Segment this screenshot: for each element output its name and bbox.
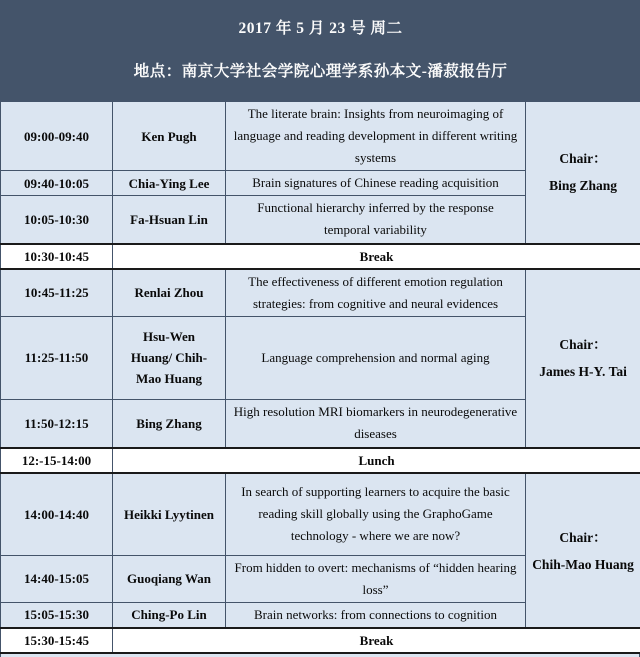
chair-cell — [526, 102, 640, 244]
speaker-cell: Ching-Po Lin — [113, 602, 226, 628]
time-cell: 14:40-15:05 — [1, 555, 113, 602]
speaker-cell: Renlai Zhou — [113, 269, 226, 317]
title-cell: Language comprehension and normal aging — [226, 316, 526, 399]
chair-name: James H-Y. Tai — [530, 358, 636, 385]
header-location: 地点：南京大学社会学院心理学系孙本文-潘菽报告厅 — [134, 61, 508, 82]
header-date: 2017 年 5 月 23 号 周二 — [239, 18, 403, 39]
title-cell: High resolution MRI biomarkers in neurodegenerative diseases — [226, 399, 526, 448]
chair-label: Chair： — [530, 331, 636, 358]
break-time-cell: 10:30-10:45 — [1, 244, 113, 269]
break-time-cell: 15:30-15:45 — [1, 628, 113, 653]
speaker-cell: Fa-Hsuan Lin — [113, 196, 226, 244]
time-cell: 11:50-12:15 — [1, 399, 113, 448]
time-cell: 14:00-14:40 — [1, 473, 113, 555]
title-cell: Brain networks: from connections to cognition — [226, 602, 526, 628]
session-row — [1, 102, 640, 171]
title-cell: Functional hierarchy inferred by the response temporal variability — [226, 196, 526, 244]
lunch-time-cell: 12:-15-14:00 — [1, 448, 113, 473]
header-banner — [1, 1, 640, 102]
title-cell: Brain signatures of Chinese reading acquisition — [226, 171, 526, 196]
time-cell: 09:00-09:40 — [1, 102, 113, 171]
chair-name: Chih-Mao Huang — [530, 551, 636, 578]
time-cell: 15:05-15:30 — [1, 602, 113, 628]
chair-label: Chair： — [530, 524, 636, 551]
chair-label: Chair： — [530, 145, 636, 172]
chair-name: Bing Zhang — [530, 172, 636, 199]
speaker-cell: Bing Zhang — [113, 399, 226, 448]
title-cell: From hidden to overt: mechanisms of “hidden hearing loss” — [226, 555, 526, 602]
lunch-label-cell: Lunch — [113, 448, 640, 473]
chair-cell — [526, 269, 640, 449]
break-label-cell: Break — [113, 628, 640, 653]
speaker-cell: Ken Pugh — [113, 102, 226, 171]
session-row — [1, 473, 640, 555]
chair-cell — [526, 473, 640, 628]
session-row — [1, 269, 640, 317]
time-cell: 10:05-10:30 — [1, 196, 113, 244]
time-cell: 09:40-10:05 — [1, 171, 113, 196]
title-cell: The literate brain: Insights from neuroimaging of language and reading development in different writing systems — [226, 102, 526, 171]
time-cell: 11:25-11:50 — [1, 316, 113, 399]
title-cell: In search of supporting learners to acquire the basic reading skill globally using the GraphoGame technology - where we are now? — [226, 473, 526, 555]
speaker-cell: Heikki Lyytinen — [113, 473, 226, 555]
speaker-cell: Chia-Ying Lee — [113, 171, 226, 196]
speaker-cell: Guoqiang Wan — [113, 555, 226, 602]
break-row — [1, 628, 640, 653]
break-row — [1, 244, 640, 269]
break-label-cell: Break — [113, 244, 640, 269]
title-cell: The effectiveness of different emotion regulation strategies: from cognitive and neural evidences — [226, 269, 526, 317]
time-cell: 10:45-11:25 — [1, 269, 113, 317]
lunch-row — [1, 448, 640, 473]
speaker-cell: Hsu-Wen Huang/ Chih-Mao Huang — [113, 316, 226, 399]
